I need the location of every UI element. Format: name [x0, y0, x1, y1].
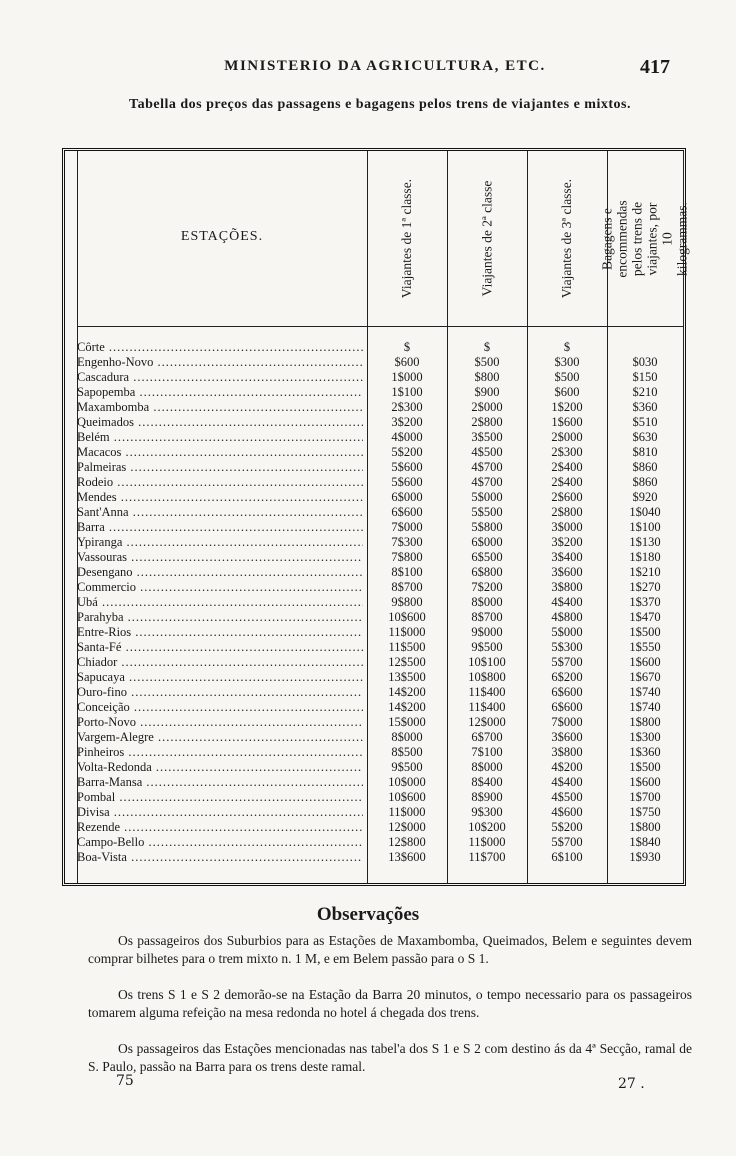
fare-third-class: 4$500: [551, 790, 583, 804]
table-row: [65, 535, 683, 550]
table-row: [65, 565, 683, 580]
fare-first-class: 11$000: [388, 625, 426, 639]
fare-baggage: $860: [632, 460, 658, 474]
fare-second-class: 11$000: [468, 835, 506, 849]
fare-third-class: $600: [554, 385, 580, 399]
fare-second-class: 7$100: [471, 745, 503, 759]
table-row: [65, 805, 683, 820]
table-body: [65, 340, 683, 865]
fare-baggage: 1$800: [629, 820, 661, 834]
fare-baggage: 1$740: [629, 685, 661, 699]
table-row: [65, 700, 683, 715]
fare-second-class: 3$500: [471, 430, 503, 444]
station-name: Campo-Bello .....: [77, 835, 363, 850]
table-row: [65, 355, 683, 370]
fare-first-class: 4$000: [391, 430, 423, 444]
fare-second-class: 6$000: [471, 535, 503, 549]
footer-signature-right: 27 .: [618, 1076, 645, 1092]
station-name: Sant'Anna .....: [77, 505, 363, 520]
table-row: [65, 580, 683, 595]
fare-baggage: 1$800: [629, 715, 661, 729]
fare-second-class: $: [483, 340, 491, 354]
fare-first-class: 7$000: [391, 520, 423, 534]
table-row: [65, 625, 683, 640]
column-header-stations: ESTAÇÕES.: [180, 229, 264, 244]
table-row: [65, 655, 683, 670]
station-name: Conceição .....: [77, 700, 363, 715]
fare-second-class: 11$700: [468, 850, 506, 864]
station-name: Ypiranga .....: [77, 535, 363, 550]
fare-baggage: $510: [632, 415, 658, 429]
fare-baggage: 1$700: [629, 790, 661, 804]
fare-third-class: 3$600: [551, 730, 583, 744]
table-row: [65, 760, 683, 775]
station-name: Engenho-Novo .....: [77, 355, 363, 370]
fare-second-class: 5$500: [471, 505, 503, 519]
fare-second-class: 6$500: [471, 550, 503, 564]
fare-baggage: 1$300: [629, 730, 661, 744]
station-name: Sapopemba .....: [77, 385, 363, 400]
fare-first-class: 10$000: [388, 775, 426, 789]
fare-baggage: 1$750: [629, 805, 661, 819]
station-name: Vargem-Alegre .....: [77, 730, 363, 745]
fare-third-class: 6$200: [551, 670, 583, 684]
fare-third-class: 4$800: [551, 610, 583, 624]
fare-baggage: 1$130: [629, 535, 661, 549]
fare-third-class: 4$400: [551, 775, 583, 789]
station-name: Mendes .....: [77, 490, 363, 505]
fare-first-class: 2$300: [391, 400, 423, 414]
fare-baggage: 1$370: [629, 595, 661, 609]
fare-first-class: 13$600: [388, 850, 426, 864]
column-header-baggage: Bagagens e encommendas pelos trens de viajantes, por 10 kilogrammas.: [600, 199, 690, 278]
table-row: [65, 835, 683, 850]
fare-first-class: 1$100: [391, 385, 423, 399]
table-row: [65, 685, 683, 700]
fare-second-class: 8$700: [471, 610, 503, 624]
table-row: [65, 475, 683, 490]
station-name: Barra-Mansa .....: [77, 775, 363, 790]
station-name: Côrte .....: [77, 340, 363, 355]
fare-third-class: 5$700: [551, 655, 583, 669]
fare-second-class: 10$800: [468, 670, 506, 684]
station-name: Palmeiras .....: [77, 460, 363, 475]
fare-first-class: 10$600: [388, 610, 426, 624]
fare-first-class: 14$200: [388, 685, 426, 699]
fare-first-class: 7$800: [391, 550, 423, 564]
station-name: Macacos .....: [77, 445, 363, 460]
fare-second-class: 12$000: [468, 715, 506, 729]
fare-third-class: 7$000: [551, 715, 583, 729]
fare-first-class: 8$000: [391, 730, 423, 744]
table-row: [65, 640, 683, 655]
table-row: [65, 670, 683, 685]
fare-first-class: 7$300: [391, 535, 423, 549]
fare-third-class: 6$600: [551, 685, 583, 699]
table-row: [65, 790, 683, 805]
table-row: [65, 340, 683, 355]
fare-first-class: 15$000: [388, 715, 426, 729]
fare-second-class: 9$300: [471, 805, 503, 819]
station-name: Vassouras .....: [77, 550, 363, 565]
fare-first-class: 9$500: [391, 760, 423, 774]
fare-baggage: 1$600: [629, 655, 661, 669]
fare-second-class: 6$700: [471, 730, 503, 744]
fare-third-class: $500: [554, 370, 580, 384]
fare-first-class: 11$000: [388, 805, 426, 819]
fare-third-class: 1$600: [551, 415, 583, 429]
fare-second-class: 11$400: [468, 700, 506, 714]
fare-baggage: 1$550: [629, 640, 661, 654]
observation-paragraph: Os trens S 1 e S 2 demorão-se na Estação da Barra 20 minutos, o tempo necessario para os passageiros tomarem alguma refeição na mesa redonda no hotel á chegada dos trens.: [88, 987, 692, 1020]
fare-third-class: 3$200: [551, 535, 583, 549]
fare-third-class: $300: [554, 355, 580, 369]
fare-second-class: $500: [474, 355, 500, 369]
station-name: Commercio .....: [77, 580, 363, 595]
table-row: [65, 445, 683, 460]
fare-third-class: 3$600: [551, 565, 583, 579]
fare-first-class: 5$600: [391, 460, 423, 474]
fare-third-class: 5$000: [551, 625, 583, 639]
fare-second-class: 9$000: [471, 625, 503, 639]
fare-second-class: 2$800: [471, 415, 503, 429]
running-head: MINISTERIO DA AGRICULTURA, ETC.: [224, 58, 546, 74]
fare-second-class: 8$000: [471, 760, 503, 774]
table-row: [65, 460, 683, 475]
fare-third-class: 3$800: [551, 580, 583, 594]
table-row: [65, 850, 683, 865]
fare-third-class: 5$700: [551, 835, 583, 849]
station-name: Desengano .....: [77, 565, 363, 580]
fare-baggage: $030: [632, 355, 658, 369]
fare-third-class: 5$200: [551, 820, 583, 834]
fare-third-class: 2$000: [551, 430, 583, 444]
station-name: Pombal .....: [77, 790, 363, 805]
station-name: Volta-Redonda .....: [77, 760, 363, 775]
fare-third-class: $: [563, 340, 571, 354]
fare-third-class: 2$600: [551, 490, 583, 504]
station-name: Parahyba .....: [77, 610, 363, 625]
fare-baggage: 1$210: [629, 565, 661, 579]
table-row: [65, 610, 683, 625]
observations-title: Observações: [316, 904, 420, 925]
fare-third-class: 2$800: [551, 505, 583, 519]
fare-second-class: 2$000: [471, 400, 503, 414]
column-header-second-class: Viajantes de 2ª classe: [479, 180, 495, 297]
station-name: Maxambomba .....: [77, 400, 363, 415]
fare-second-class: 8$000: [471, 595, 503, 609]
table-row: [65, 370, 683, 385]
fare-first-class: 13$500: [388, 670, 426, 684]
fare-baggage: $210: [632, 385, 658, 399]
fare-baggage: 1$840: [629, 835, 661, 849]
fare-first-class: 10$600: [388, 790, 426, 804]
station-name: Pinheiros .....: [77, 745, 363, 760]
fare-baggage: 1$360: [629, 745, 661, 759]
page-number: 417: [640, 56, 670, 78]
fare-first-class: 3$200: [391, 415, 423, 429]
table-row: [65, 775, 683, 790]
fare-table: [62, 148, 690, 886]
fare-baggage: 1$500: [629, 760, 661, 774]
fare-baggage: 1$930: [629, 850, 661, 864]
fare-second-class: $800: [474, 370, 500, 384]
table-caption: Tabella dos preços das passagens e bagagens pelos trens de viajantes e mixtos.: [129, 97, 631, 112]
table-row: [65, 520, 683, 535]
fare-baggage: 1$100: [629, 520, 661, 534]
fare-second-class: 5$800: [471, 520, 503, 534]
fare-first-class: $600: [394, 355, 420, 369]
table-row: [65, 595, 683, 610]
station-name: Divisa .....: [77, 805, 363, 820]
fare-third-class: 4$200: [551, 760, 583, 774]
station-name: Ubá .....: [77, 595, 363, 610]
table-row: [65, 715, 683, 730]
station-name: Queimados .....: [77, 415, 363, 430]
station-name: Chiador .....: [77, 655, 363, 670]
fare-third-class: 3$000: [551, 520, 583, 534]
station-name: Porto-Novo .....: [77, 715, 363, 730]
fare-baggage: 1$740: [629, 700, 661, 714]
fare-second-class: 11$400: [468, 685, 506, 699]
fare-third-class: 3$800: [551, 745, 583, 759]
fare-first-class: 6$600: [391, 505, 423, 519]
fare-baggage: 1$270: [629, 580, 661, 594]
fare-first-class: 12$800: [388, 835, 426, 849]
fare-second-class: 6$800: [471, 565, 503, 579]
station-name: Sapucaya .....: [77, 670, 363, 685]
table-row: [65, 400, 683, 415]
table-row: [65, 550, 683, 565]
table-row: [65, 505, 683, 520]
fare-second-class: 10$200: [468, 820, 506, 834]
station-name: Rodeio .....: [77, 475, 363, 490]
station-name: Ouro-fino .....: [77, 685, 363, 700]
fare-second-class: 8$900: [471, 790, 503, 804]
fare-third-class: 1$200: [551, 400, 583, 414]
fare-second-class: 4$700: [471, 475, 503, 489]
fare-baggage: $920: [632, 490, 658, 504]
table-row: [65, 415, 683, 430]
fare-third-class: 6$100: [551, 850, 583, 864]
fare-first-class: 5$600: [391, 475, 423, 489]
observation-paragraph: Os passageiros das Estações mencionadas nas tabel'a dos S 1 e S 2 com destino ás da 4ª Secção, ramal de S. Paulo, passão na Barra para os trens deste ramal.: [88, 1041, 692, 1074]
fare-first-class: 9$800: [391, 595, 423, 609]
column-header-third-class: Viajantes de 3ª classe.: [559, 178, 575, 299]
station-name: Rezende .....: [77, 820, 363, 835]
station-name: Barra .....: [77, 520, 363, 535]
fare-first-class: 8$700: [391, 580, 423, 594]
fare-first-class: 8$500: [391, 745, 423, 759]
fare-baggage: $150: [632, 370, 658, 384]
fare-third-class: 2$400: [551, 475, 583, 489]
table-row: [65, 730, 683, 745]
fare-third-class: 6$600: [551, 700, 583, 714]
fare-baggage: 1$670: [629, 670, 661, 684]
table-row: [65, 490, 683, 505]
fare-first-class: $: [403, 340, 411, 354]
station-name: Cascadura .....: [77, 370, 363, 385]
station-name: Santa-Fé .....: [77, 640, 363, 655]
observation-paragraph: Os passageiros dos Suburbios para as Estações de Maxambomba, Queimados, Belem e seguintes devem comprar bilhetes para o trem mixto n. 1 M, e em Belem passão para o S 1.: [88, 933, 692, 966]
fare-first-class: 1$000: [391, 370, 423, 384]
fare-first-class: 5$200: [391, 445, 423, 459]
fare-baggage: $860: [632, 475, 658, 489]
fare-second-class: 5$000: [471, 490, 503, 504]
station-name: Boa-Vista .....: [77, 850, 363, 865]
fare-baggage: 1$180: [629, 550, 661, 564]
fare-baggage: $360: [632, 400, 658, 414]
fare-third-class: 4$600: [551, 805, 583, 819]
header-divider: [77, 326, 683, 327]
fare-third-class: 3$400: [551, 550, 583, 564]
fare-baggage: 1$600: [629, 775, 661, 789]
fare-first-class: 14$200: [388, 700, 426, 714]
table-row: [65, 820, 683, 835]
fare-second-class: 8$400: [471, 775, 503, 789]
fare-first-class: 6$000: [391, 490, 423, 504]
fare-second-class: 4$700: [471, 460, 503, 474]
fare-first-class: 11$500: [388, 640, 426, 654]
table-row: [65, 385, 683, 400]
fare-baggage: 1$040: [629, 505, 661, 519]
fare-third-class: 4$400: [551, 595, 583, 609]
fare-baggage: 1$500: [629, 625, 661, 639]
fare-third-class: 2$300: [551, 445, 583, 459]
fare-baggage: 1$470: [629, 610, 661, 624]
fare-second-class: 10$100: [468, 655, 506, 669]
fare-first-class: 12$500: [388, 655, 426, 669]
column-header-first-class: Viajantes de 1ª classe.: [399, 178, 415, 299]
fare-second-class: 9$500: [471, 640, 503, 654]
fare-baggage: $810: [632, 445, 658, 459]
fare-third-class: 5$300: [551, 640, 583, 654]
fare-second-class: 4$500: [471, 445, 503, 459]
fare-first-class: 12$000: [388, 820, 426, 834]
table-row: [65, 430, 683, 445]
fare-first-class: 8$100: [391, 565, 423, 579]
station-name: Entre-Rios .....: [77, 625, 363, 640]
fare-baggage: $630: [632, 430, 658, 444]
fare-second-class: $900: [474, 385, 500, 399]
station-name: Belém .....: [77, 430, 363, 445]
table-row: [65, 745, 683, 760]
fare-second-class: 7$200: [471, 580, 503, 594]
footer-signature-left: 75: [116, 1073, 134, 1089]
fare-third-class: 2$400: [551, 460, 583, 474]
